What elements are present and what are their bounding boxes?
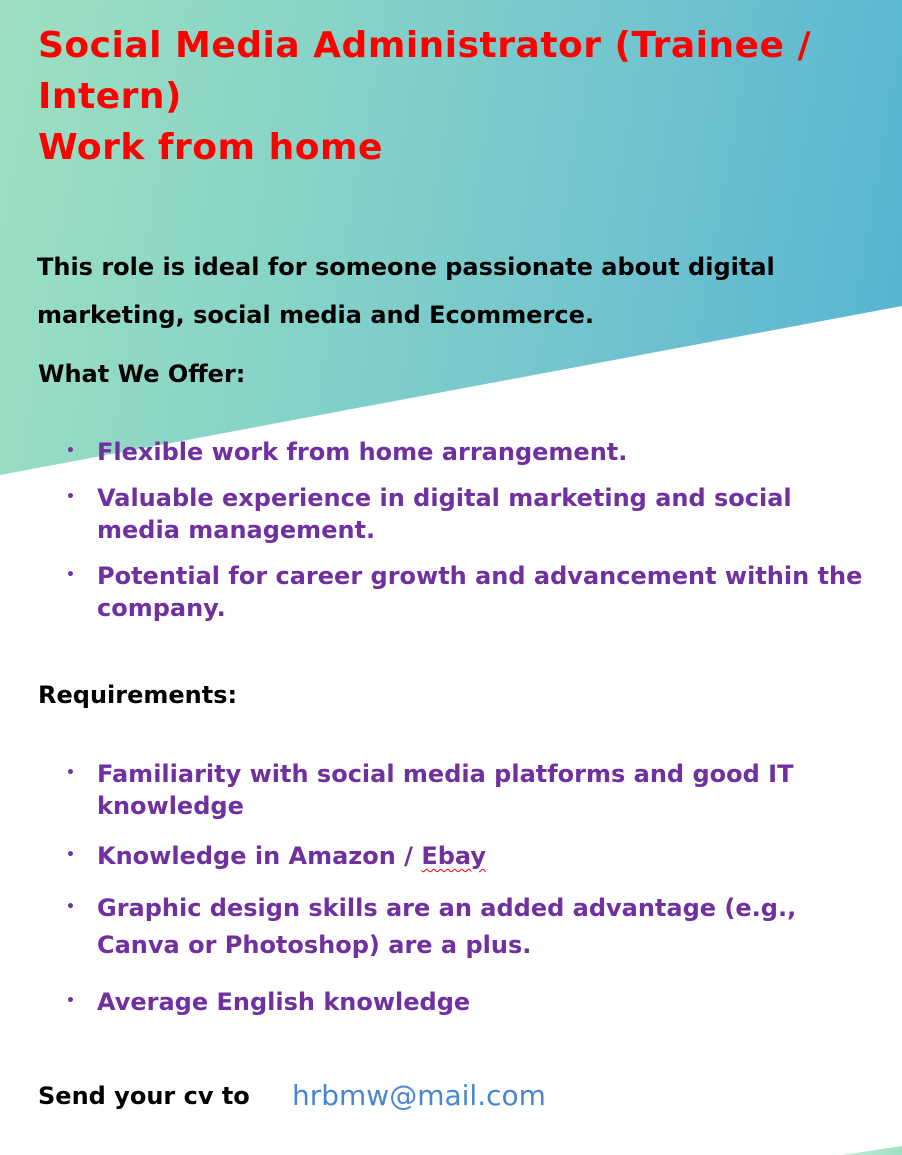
list-item — [0, 436, 902, 468]
offer-list — [0, 436, 902, 624]
offer-heading: What We Offer: — [38, 360, 246, 388]
list-item — [0, 840, 902, 872]
corner-gradient-accent — [842, 1146, 902, 1155]
list-item-text: Average English knowledge — [97, 988, 471, 1016]
bullet-icon: • — [66, 993, 75, 1009]
list-item-text: Familiarity with social media platforms and good IT knowledge — [97, 760, 794, 820]
list-item-text: Potential for career growth and advancement within the company. — [97, 562, 863, 622]
list-item — [0, 560, 902, 624]
list-item — [0, 986, 902, 1018]
bullet-icon: • — [66, 847, 75, 863]
bullet-icon: • — [66, 443, 75, 459]
bullet-icon: • — [66, 567, 75, 583]
bullet-icon: • — [66, 489, 75, 505]
list-item-text: Valuable experience in digital marketing and social media management. — [97, 484, 792, 544]
list-item-text: Flexible work from home arrangement. — [97, 438, 628, 466]
list-item-text-main: Knowledge in Amazon / — [97, 842, 422, 870]
list-item-text — [97, 840, 882, 872]
title-line-3: Work from home — [38, 127, 383, 168]
misspelled-word: Ebay — [421, 842, 486, 870]
list-item-text: Graphic design skills are an added advantage (e.g., Canva or Photoshop) are a plus. — [97, 894, 797, 959]
send-cv-label: Send your cv to — [38, 1082, 250, 1110]
page-title — [38, 20, 888, 173]
email-link[interactable]: hrbmw@mail.com — [292, 1079, 546, 1112]
bullet-icon: • — [66, 899, 75, 915]
intro-paragraph: This role is ideal for someone passionate about digital marketing, social media and Ecommerce. — [37, 253, 775, 329]
list-item — [0, 758, 902, 822]
requirements-heading: Requirements: — [38, 681, 238, 709]
title-line-1: Social Media Administrator (Trainee / — [38, 25, 812, 66]
list-item — [0, 482, 902, 546]
title-line-2: Intern) — [38, 76, 182, 117]
list-item — [0, 890, 902, 964]
bullet-icon: • — [66, 765, 75, 781]
requirements-list — [0, 758, 902, 1018]
